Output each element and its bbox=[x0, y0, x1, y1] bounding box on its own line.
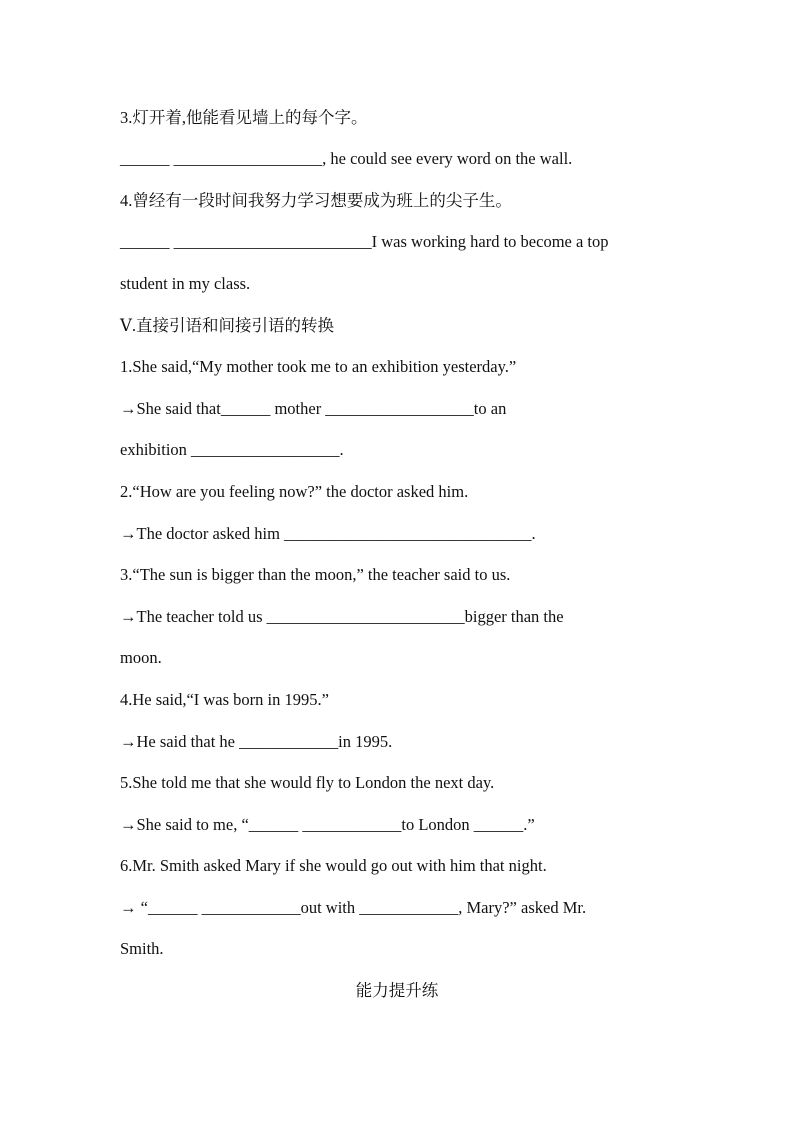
answer-line-4-continued: student in my class. bbox=[120, 274, 251, 293]
question-2: 2.“How are you feeling now?” the doctor asked him. bbox=[120, 482, 469, 501]
answer-2: →The doctor asked him ______________________________. bbox=[120, 524, 536, 543]
chinese-prompt-3: 3.灯开着,他能看见墙上的每个字。 bbox=[120, 108, 368, 127]
question-5: 5.She told me that she would fly to London the next day. bbox=[120, 773, 495, 792]
question-3: 3.“The sun is bigger than the moon,” the teacher said to us. bbox=[120, 565, 511, 584]
answer-3: →The teacher told us ________________________bigger than the bbox=[120, 607, 564, 626]
question-6: 6.Mr. Smith asked Mary if she would go out with him that night. bbox=[120, 856, 547, 875]
answer-line-3: ______ __________________, he could see every word on the wall. bbox=[120, 149, 573, 168]
answer-line-4: ______ ________________________I was working hard to become a top bbox=[120, 232, 609, 251]
answer-6-continued: Smith. bbox=[120, 939, 164, 958]
question-1: 1.She said,“My mother took me to an exhibition yesterday.” bbox=[120, 357, 517, 376]
answer-5: →She said to me, “______ ____________to London ______.” bbox=[120, 815, 535, 834]
footer-heading: 能力提升练 bbox=[355, 981, 439, 1000]
chinese-prompt-4: 4.曾经有一段时间我努力学习想要成为班上的尖子生。 bbox=[120, 191, 512, 210]
section-heading: Ⅴ.直接引语和间接引语的转换 bbox=[120, 316, 335, 335]
answer-4: →He said that he ____________in 1995. bbox=[120, 732, 393, 751]
answer-3-continued: moon. bbox=[120, 648, 162, 667]
question-4: 4.He said,“I was born in 1995.” bbox=[120, 690, 329, 709]
answer-6: → “______ ____________out with ____________, Mary?” asked Mr. bbox=[120, 898, 587, 917]
answer-1-continued: exhibition __________________. bbox=[120, 440, 344, 459]
answer-1: →She said that______ mother __________________to an bbox=[120, 399, 507, 418]
